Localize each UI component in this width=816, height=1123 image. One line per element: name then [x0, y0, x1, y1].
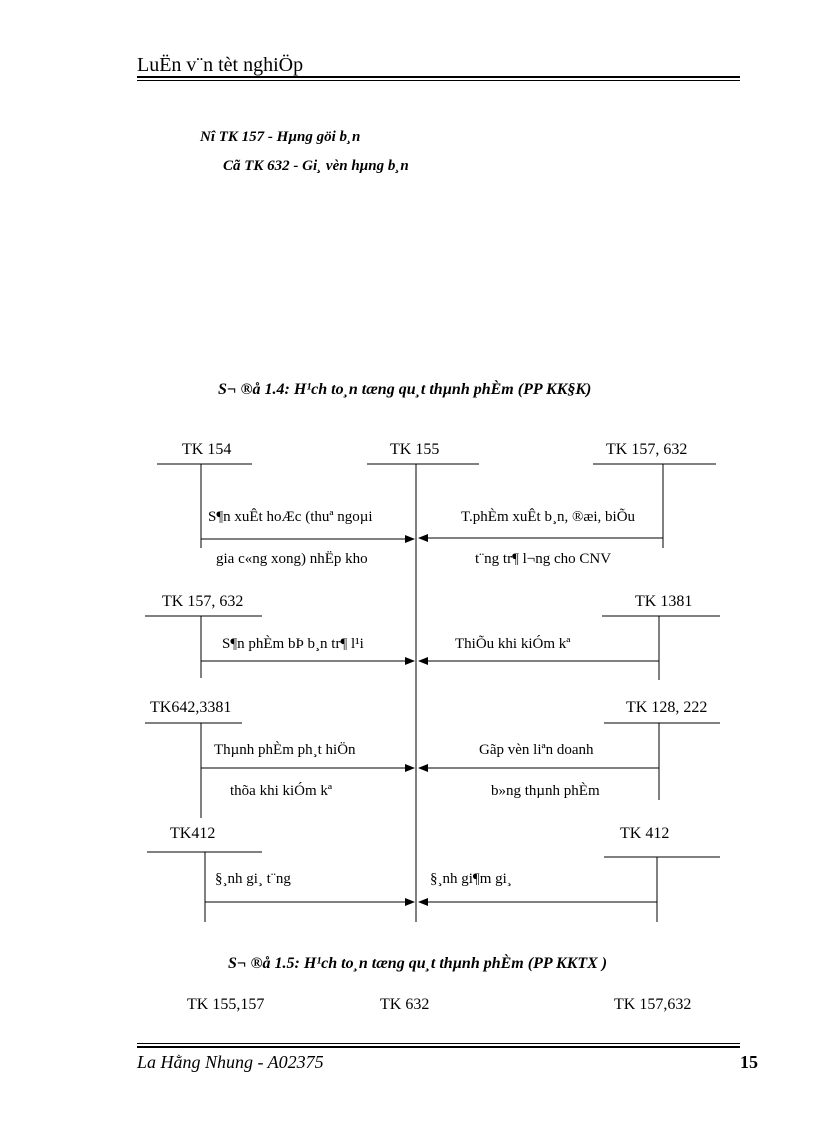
footer-author: La Hằng Nhung - A02375	[137, 1052, 324, 1072]
label-l1b: gia c«ng xong) nhËp kho	[216, 551, 368, 567]
account-tk412-right: TK 412	[620, 825, 670, 842]
account-tk155: TK 155	[390, 441, 440, 458]
account-tk1381: TK 1381	[635, 593, 693, 610]
diagram2-title: S¬ ®å 1.5: H¹ch to¸n tæng qu¸t thµnh phÈm (PP KKTX )	[228, 955, 608, 972]
label-l1a: S¶n xuÊt hoÆc (thuª ngoµi	[208, 509, 373, 525]
label-l2: S¶n phÈm bÞ b¸n tr¶ l¹i	[222, 636, 364, 652]
header-title: LuËn v¨n tèt nghiÖp	[137, 54, 304, 76]
footer-rule-thin	[137, 1043, 740, 1044]
label-r2: ThiÕu khi kiÓm kª	[455, 636, 571, 652]
label-l4: §¸nh gi¸ t¨ng	[215, 871, 291, 887]
account-tk642-3381: TK642,3381	[150, 699, 232, 716]
diagram2-account-2: TK 632	[380, 996, 430, 1013]
page-number: 15	[740, 1052, 758, 1072]
label-r4: §¸nh gi¶m gi¸	[430, 871, 512, 887]
account-tk157-632-left: TK 157, 632	[162, 593, 244, 610]
account-tk412-left: TK412	[170, 825, 216, 842]
label-r1a: T.phÈm xuÊt b¸n, ®æi, biÕu	[461, 509, 636, 525]
entry-credit: Cã TK 632 - Gi¸ vèn hµng b¸n	[223, 158, 409, 174]
diagram1-title: S¬ ®å 1.4: H¹ch to¸n tæng qu¸t thµnh phÈm (PP KK§K)	[218, 381, 592, 398]
footer-rule-thick	[137, 1046, 740, 1048]
account-tk157-632-top: TK 157, 632	[606, 441, 688, 458]
label-l3b: thõa khi kiÓm kª	[230, 783, 333, 799]
label-r1b: t¨ng tr¶ l¬ng cho CNV	[475, 551, 612, 567]
diagram2-account-3: TK 157,632	[614, 996, 692, 1013]
diagram2-account-1: TK 155,157	[187, 996, 265, 1013]
account-tk154: TK 154	[182, 441, 232, 458]
label-r3a: Gãp vèn liªn doanh	[479, 742, 594, 758]
account-tk128-222: TK 128, 222	[626, 699, 708, 716]
entry-debit: Nî TK 157 - Hµng göi b¸n	[200, 129, 361, 145]
label-l3a: Thµnh phÈm ph¸t hiÖn	[214, 742, 356, 758]
label-r3b: b»ng thµnh phÈm	[491, 783, 600, 799]
